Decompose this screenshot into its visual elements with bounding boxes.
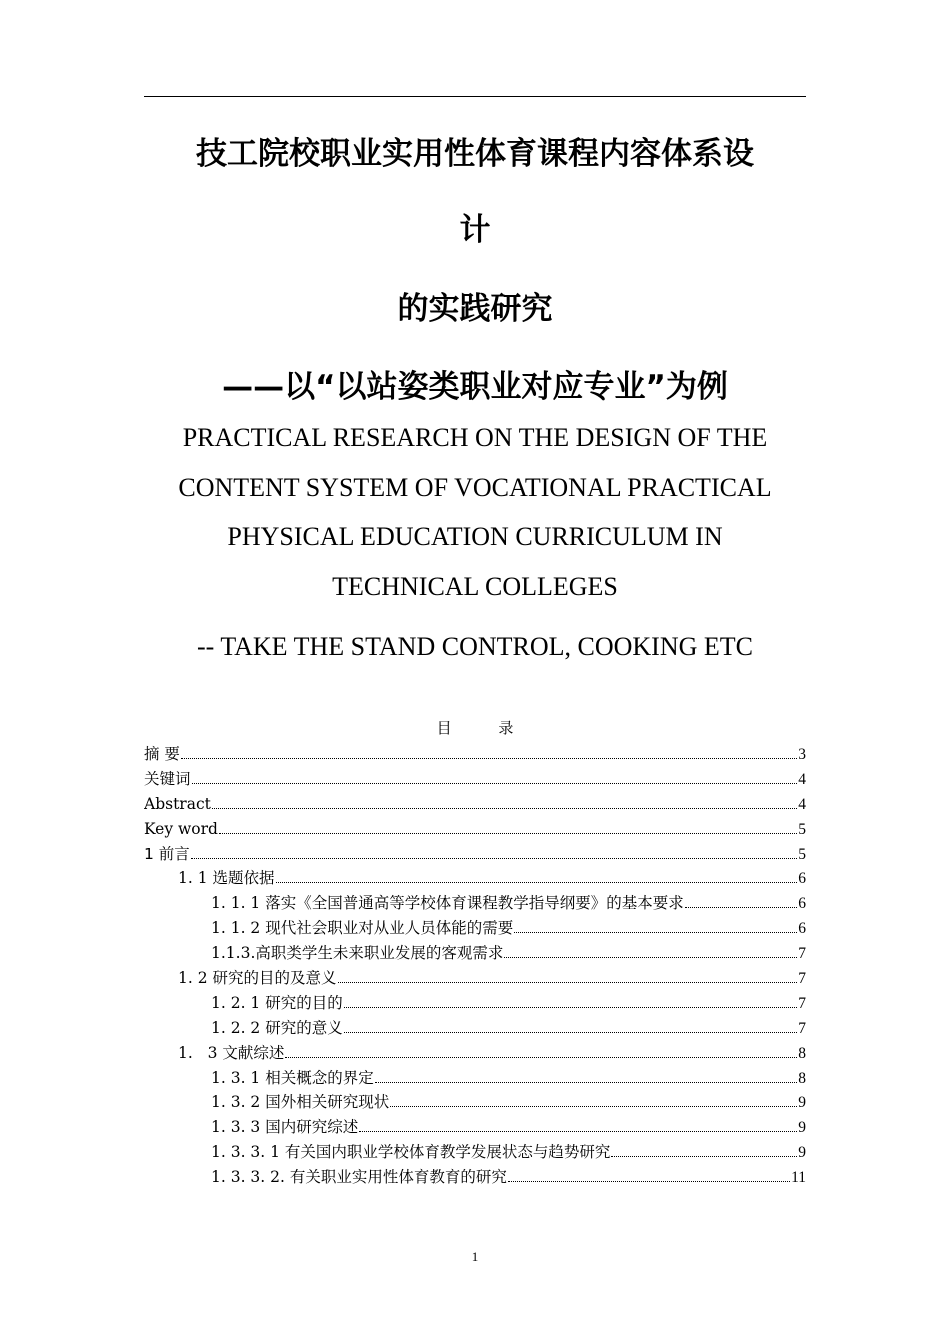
toc-entry-page: 9 xyxy=(798,1119,806,1137)
toc-entry-1-1[interactable] xyxy=(144,866,806,891)
toc-entry-label: 1. 2. 2 研究的意义 xyxy=(211,1018,343,1037)
toc-entry-page: 6 xyxy=(798,870,806,888)
toc-entry-label: 1. 2. 1 研究的目的 xyxy=(211,993,343,1012)
title-en-line-2: CONTENT SYSTEM OF VOCATIONAL PRACTICAL xyxy=(178,473,772,502)
toc-entry-1-3-2[interactable] xyxy=(144,1090,806,1115)
toc-entry-page: 3 xyxy=(798,746,806,763)
toc-entry-1-3-3-2[interactable] xyxy=(144,1165,806,1190)
toc-dot-leader xyxy=(338,982,798,983)
toc-entry-1[interactable] xyxy=(144,842,806,867)
toc-entry-label: 1. 1 选题依据 xyxy=(178,869,275,888)
title-en-line-4: TECHNICAL COLLEGES xyxy=(332,572,618,601)
title-cn-line-1: 技工院校职业实用性体育课程内容体系设 xyxy=(196,136,754,172)
toc-entry-page: 8 xyxy=(798,1069,806,1087)
subtitle-en: -- TAKE THE STAND CONTROL, COOKING ETC xyxy=(196,632,753,661)
toc-dot-leader xyxy=(276,882,798,883)
toc-entry-label: 1. 3. 3. 2. 有关职业实用性体育教育的研究 xyxy=(211,1168,507,1187)
toc-entry-1-3-3-1[interactable] xyxy=(144,1140,806,1165)
table-of-contents xyxy=(144,742,806,1190)
toc-dot-leader xyxy=(390,1106,797,1107)
toc-entry-page: 4 xyxy=(798,795,806,813)
toc-dot-leader xyxy=(685,907,798,908)
toc-dot-leader xyxy=(514,932,797,933)
toc-heading: 目 录 xyxy=(436,719,514,737)
toc-entry-1-2-1[interactable] xyxy=(144,991,806,1016)
toc-dot-leader xyxy=(344,1032,798,1033)
toc-entry-label: 关键词 xyxy=(144,769,191,788)
toc-entry-page: 6 xyxy=(798,920,806,938)
title-en-line-3: PHYSICAL EDUCATION CURRICULUM IN xyxy=(227,522,723,551)
toc-entry-page: 9 xyxy=(798,1094,806,1112)
toc-entry-page: 11 xyxy=(791,1169,806,1187)
toc-dot-leader xyxy=(181,758,797,759)
toc-entry-1-1-2[interactable] xyxy=(144,916,806,941)
toc-entry-page: 9 xyxy=(798,1144,806,1162)
toc-entry-label: 1. 3. 1 相关概念的界定 xyxy=(211,1068,374,1087)
toc-entry-label: 1. 1. 2 现代社会职业对从业人员体能的需要 xyxy=(211,919,514,938)
title-cn-line-3: 的实践研究 xyxy=(397,291,553,327)
toc-entry-label: 1. 1. 1 落实《全国普通高等学校体育课程教学指导纲要》的基本要求 xyxy=(211,894,684,913)
toc-entry-page: 8 xyxy=(798,1044,806,1062)
toc-entry-label: 1. 3. 3 国内研究综述 xyxy=(211,1118,359,1137)
toc-entry-page: 7 xyxy=(798,970,806,988)
toc-entry-label: 1. 3 文献综述 xyxy=(178,1043,285,1062)
toc-entry-1-1-1[interactable] xyxy=(144,891,806,916)
header-rule xyxy=(144,96,806,97)
toc-entry-page: 4 xyxy=(798,770,806,788)
toc-entry-1-3-3[interactable] xyxy=(144,1115,806,1140)
toc-entry-label: 摘 要 xyxy=(144,745,180,763)
toc-dot-leader xyxy=(508,1181,790,1182)
toc-dot-leader xyxy=(219,833,797,834)
toc-entry-1-3-1[interactable] xyxy=(144,1066,806,1091)
title-en-line-1: PRACTICAL RESEARCH ON THE DESIGN OF THE xyxy=(182,423,768,452)
toc-entry-1-2-2[interactable] xyxy=(144,1016,806,1041)
toc-entry-page: 7 xyxy=(798,945,806,963)
toc-dot-leader xyxy=(359,1131,797,1132)
toc-entry-label: 1.1.3.高职类学生未来职业发展的客观需求 xyxy=(211,944,504,963)
toc-entry-label: 1. 3. 2 国外相关研究现状 xyxy=(211,1093,390,1112)
toc-dot-leader xyxy=(504,957,797,958)
toc-entry-label: 1. 2 研究的目的及意义 xyxy=(178,969,337,988)
toc-dot-leader xyxy=(191,858,797,859)
title-cn-line-4: ——以“以站姿类职业对应专业”为例 xyxy=(222,369,728,405)
toc-entry-page: 7 xyxy=(798,994,806,1012)
toc-entry-label: 1. 3. 3. 1 有关国内职业学校体育教学发展状态与趋势研究 xyxy=(211,1143,611,1162)
toc-entry-page: 6 xyxy=(798,895,806,913)
toc-dot-leader xyxy=(344,1007,798,1008)
toc-entry-page: 5 xyxy=(798,820,806,838)
toc-dot-leader xyxy=(192,783,798,784)
toc-entry-label: Abstract xyxy=(144,794,211,813)
toc-entry-label: Key word xyxy=(144,819,218,838)
toc-entry-abstract-cn[interactable] xyxy=(144,742,806,767)
toc-dot-leader xyxy=(375,1082,798,1083)
toc-entry-keywords-cn[interactable] xyxy=(144,767,806,792)
toc-entry-page: 7 xyxy=(798,1019,806,1037)
toc-entry-label: 1 前言 xyxy=(144,844,190,863)
toc-dot-leader xyxy=(285,1057,797,1058)
toc-entry-page: 5 xyxy=(798,845,806,863)
toc-entry-1-1-3[interactable] xyxy=(144,941,806,966)
page-number: 1 xyxy=(471,1249,479,1264)
title-cn-line-2: 计 xyxy=(459,212,491,248)
toc-entry-keywords-en[interactable] xyxy=(144,817,806,842)
toc-entry-1-2[interactable] xyxy=(144,966,806,991)
toc-entry-abstract-en[interactable] xyxy=(144,792,806,817)
toc-dot-leader xyxy=(611,1156,797,1157)
toc-dot-leader xyxy=(212,808,797,809)
toc-entry-1-3[interactable] xyxy=(144,1041,806,1066)
